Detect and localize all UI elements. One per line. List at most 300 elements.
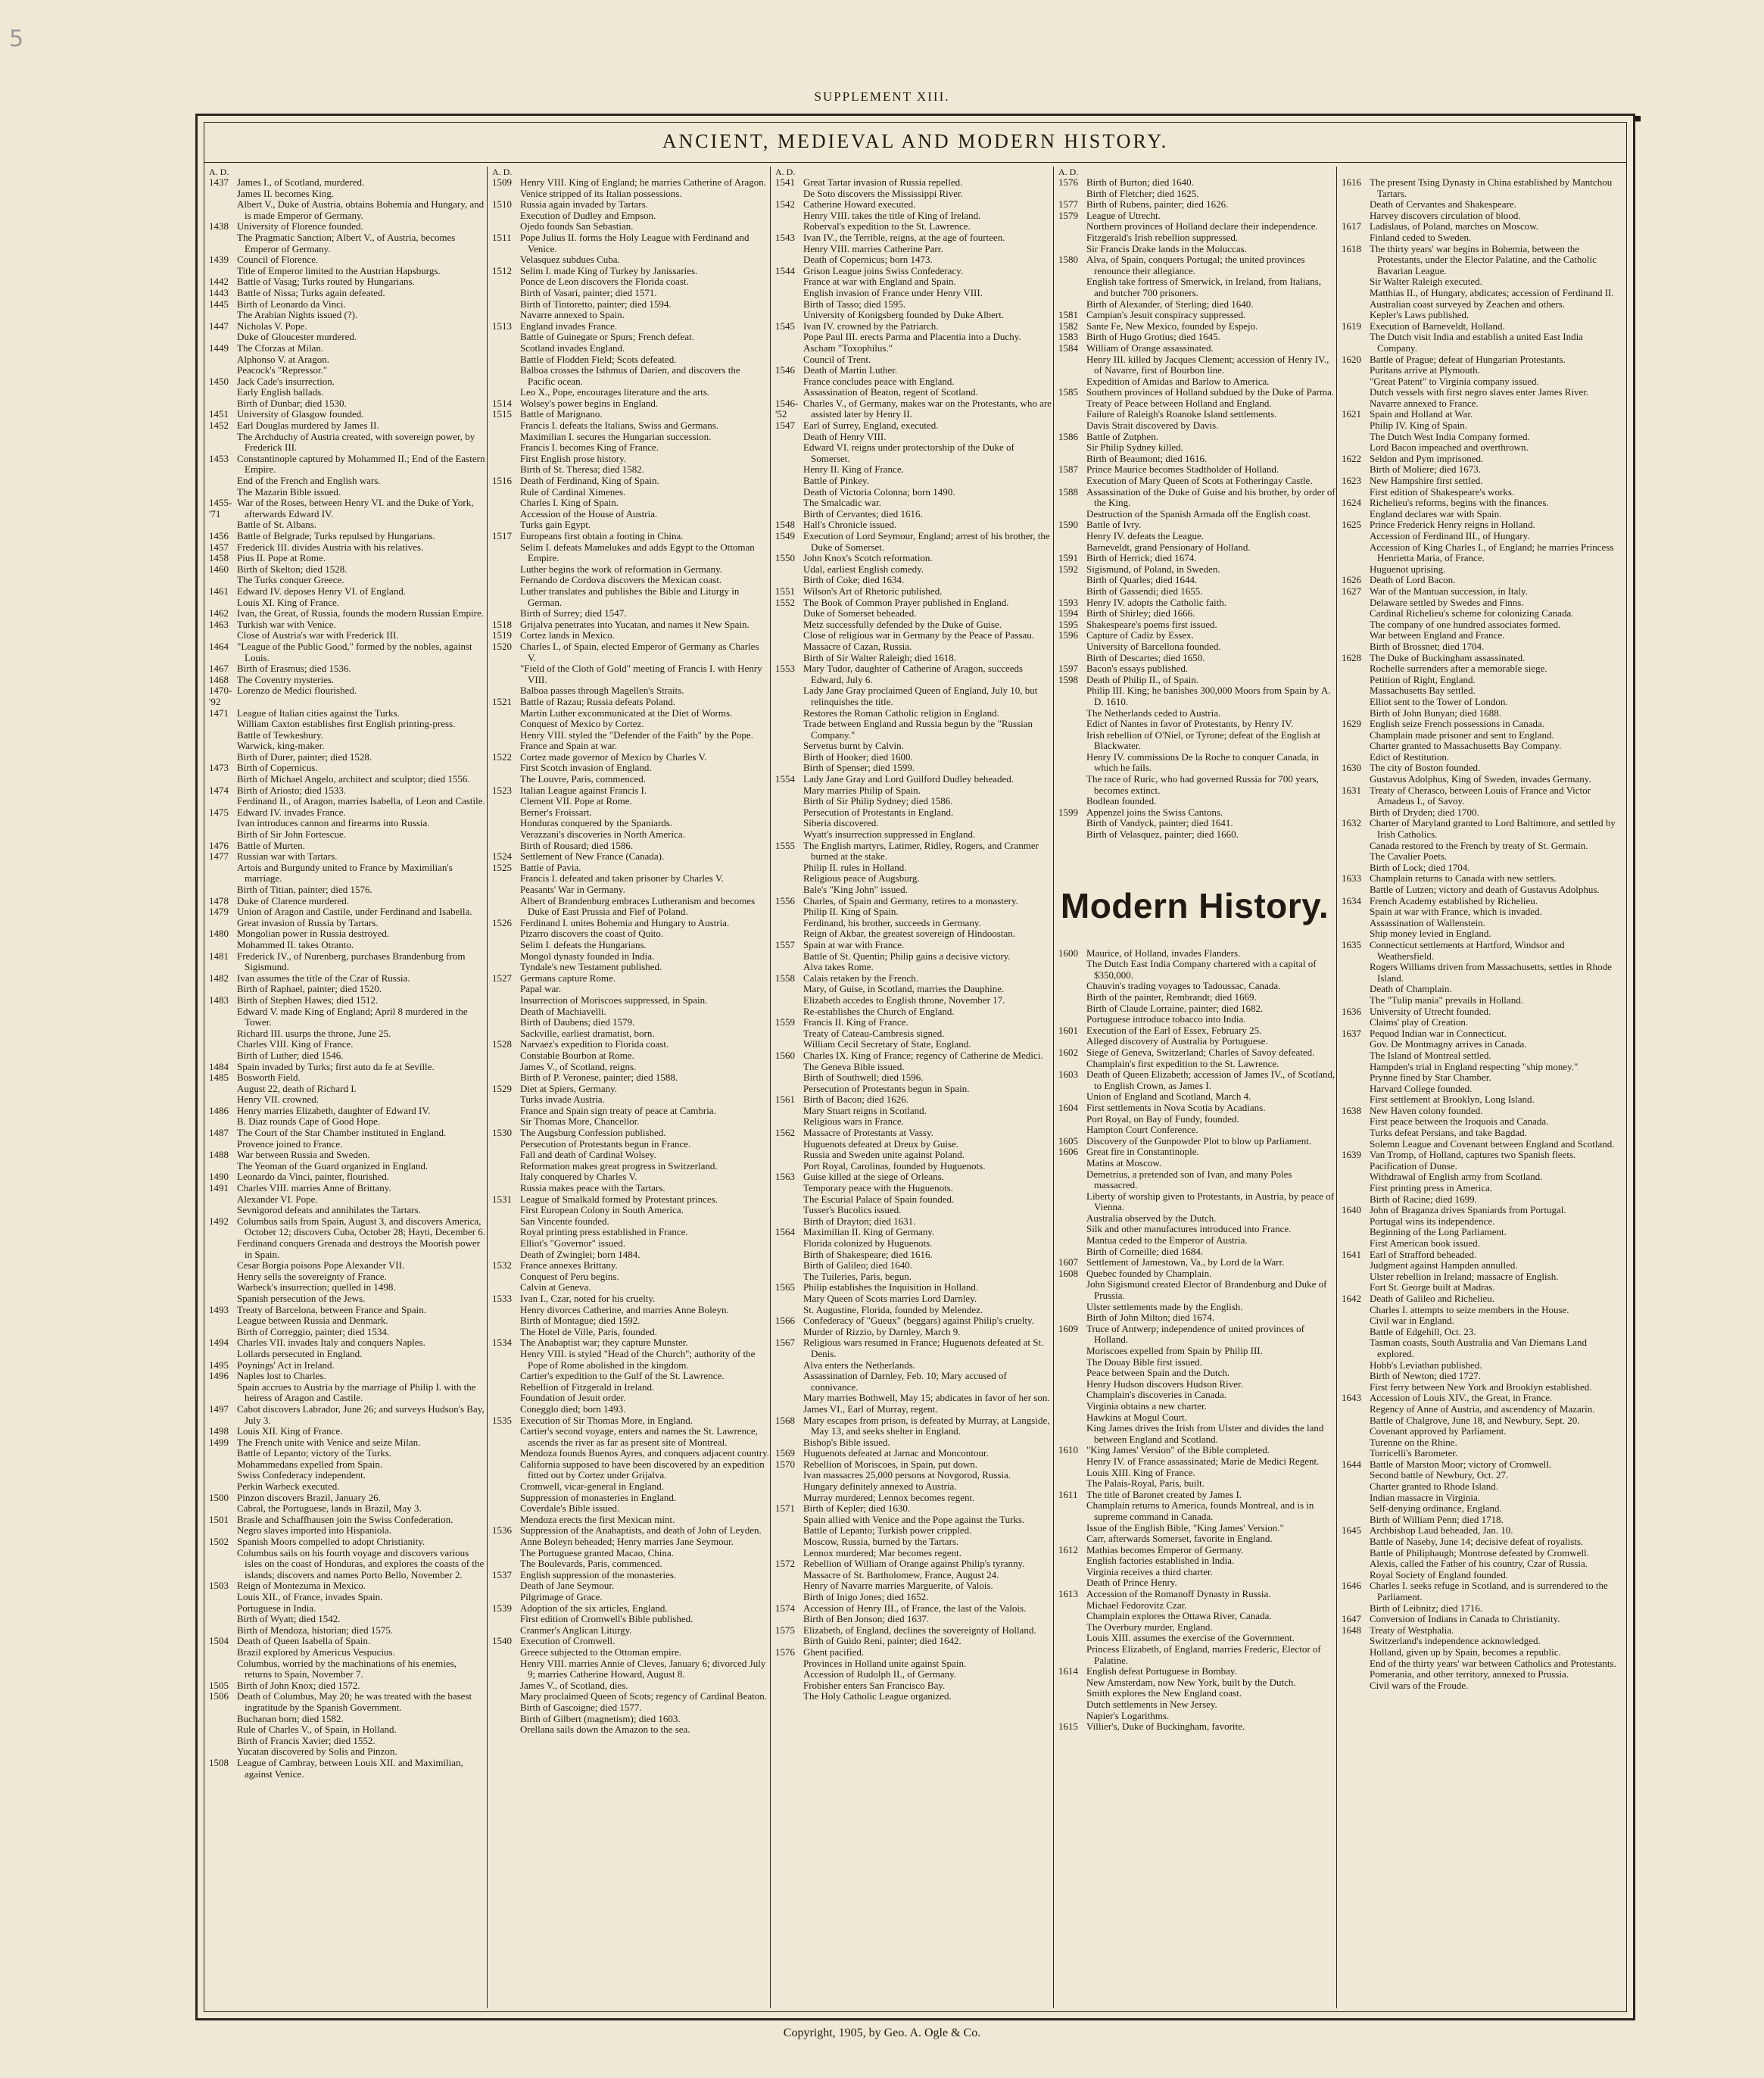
entry-text: Council of Florence. <box>237 254 319 266</box>
history-entry <box>1337 1216 1617 1228</box>
entry-year <box>1337 1094 1367 1106</box>
history-entry <box>771 885 1052 896</box>
history-entry <box>1337 464 1617 476</box>
entry-text: Champlain returns to Canada with new settlers. <box>1370 872 1557 885</box>
entry-year <box>771 564 801 576</box>
entry-text: Birth of Tintoretto, painter; died 1594. <box>520 298 672 310</box>
entry-text: Birth of Wyatt; died 1542. <box>237 1613 341 1625</box>
entry-text: Mary Tudor, daughter of Catherine of Aragon, succeeds Edward, July 6. <box>803 663 1024 685</box>
entry-year <box>1337 1116 1367 1128</box>
entry-year: 1520 <box>492 640 512 652</box>
entry-year <box>1337 442 1367 454</box>
entry-year <box>771 1293 801 1305</box>
history-entry <box>488 1337 769 1349</box>
history-entry <box>488 1205 769 1216</box>
entry-year <box>771 829 801 841</box>
entry-text: Louis XIII. assumes the exercise of the Government. <box>1086 1632 1295 1644</box>
entry-year <box>204 1481 235 1493</box>
entry-text: England declares war with Spain. <box>1370 507 1502 520</box>
entry-year: 1633 <box>1342 872 1361 885</box>
entry-text: Birth of William Penn; died 1718. <box>1370 1513 1504 1525</box>
entry-year <box>771 951 801 963</box>
entry-text: Petition of Right, England. <box>1370 673 1476 685</box>
history-entry <box>204 1216 486 1238</box>
history-entry <box>771 564 1052 576</box>
entry-year <box>204 829 235 841</box>
history-entry <box>771 1172 1052 1183</box>
entry-text: Luther translates and publishes the Bible and Liturgy in German. <box>520 585 740 608</box>
entry-year: 1594 <box>1058 607 1078 619</box>
entry-text: Lord Bacon impeached and overthrown. <box>1370 441 1529 454</box>
entry-year: 1460 <box>209 563 229 575</box>
entry-text: Treaty of Cherasco, between Louis of France and Victor Amadeus I., of Savoy. <box>1370 784 1591 807</box>
entry-year: 1476 <box>209 839 229 851</box>
entry-year <box>771 619 801 631</box>
entry-text: Wilson's Art of Rhetoric published. <box>803 585 943 597</box>
history-entry <box>204 719 486 730</box>
entry-text: Duke of Somerset beheaded. <box>803 607 917 619</box>
entry-year <box>771 1371 801 1393</box>
entry-year <box>771 1680 801 1692</box>
history-entry <box>204 1050 486 1062</box>
entry-year <box>1337 1172 1367 1183</box>
entry-year: 1497 <box>209 1402 229 1415</box>
history-entry <box>204 1315 486 1327</box>
history-entry <box>1337 1094 1617 1106</box>
entry-year <box>1337 1050 1367 1062</box>
history-entry <box>1337 1172 1617 1183</box>
history-entry <box>1337 1293 1617 1305</box>
entry-text: The Hotel de Ville, Paris, founded. <box>520 1325 657 1337</box>
history-entry <box>488 940 769 951</box>
entry-year <box>204 863 235 885</box>
history-entry <box>771 1161 1052 1172</box>
entry-year <box>1337 299 1367 310</box>
history-entry <box>771 719 1052 741</box>
history-entry <box>1054 1346 1335 1357</box>
entry-year: 1452 <box>209 420 229 432</box>
entry-text: Ferdinand I. unites Bohemia and Hungary to Austria. <box>520 916 730 928</box>
history-entry <box>1054 630 1335 641</box>
entry-year <box>1337 685 1367 697</box>
history-entry <box>771 1558 1052 1570</box>
entry-text: Restores the Roman Catholic religion in England. <box>803 707 999 719</box>
history-entry <box>1337 1525 1617 1537</box>
entry-year <box>488 221 518 232</box>
entry-year <box>1054 1478 1084 1490</box>
entry-year <box>1054 1500 1084 1522</box>
entry-year <box>488 1503 518 1515</box>
history-entry <box>771 1216 1052 1228</box>
entry-text: Battle of Marignano. <box>520 408 603 420</box>
history-entry <box>488 177 769 189</box>
entry-year <box>771 276 801 288</box>
entry-year: 1581 <box>1058 309 1078 321</box>
history-entry <box>1337 1305 1617 1316</box>
entry-year <box>1054 992 1084 1003</box>
history-entry <box>204 310 486 321</box>
history-entry <box>771 1537 1052 1548</box>
entry-year <box>771 487 801 498</box>
history-entry <box>204 1039 486 1050</box>
copyright-notice: Copyright, 1905, by Geo. A. Ogle & Co. <box>783 2027 981 2039</box>
entry-text: Liberty of worship given to Protestants, in Austria, by peace of Vienna. <box>1086 1190 1335 1213</box>
entry-year: 1546-'52 <box>775 397 799 420</box>
history-entry <box>771 1525 1052 1537</box>
entry-text: Massacre of Protestants at Vassy. <box>803 1127 933 1139</box>
entry-text: Spain and Holland at War. <box>1370 408 1473 420</box>
entry-year: 1626 <box>1342 574 1361 586</box>
entry-year <box>1054 1169 1084 1191</box>
entry-year: 1636 <box>1342 1005 1361 1017</box>
entry-year: 1605 <box>1058 1134 1078 1147</box>
history-entry <box>204 896 486 907</box>
entry-year <box>204 1006 235 1028</box>
entry-text: The Palais-Royal, Paris, built. <box>1086 1477 1205 1490</box>
entry-text: Prynne fined by Star Chamber. <box>1370 1072 1491 1084</box>
entry-text: Birth of Kepler; died 1630. <box>803 1502 911 1515</box>
entry-year: 1518 <box>492 618 512 630</box>
entry-year <box>1337 1537 1367 1548</box>
entry-text: Battle of Naseby, June 14; decisive defeat of royalists. <box>1370 1536 1584 1548</box>
entry-year <box>1337 1238 1367 1250</box>
entry-text: Edict of Restitution. <box>1370 750 1450 763</box>
history-entry <box>1337 906 1617 918</box>
entry-year <box>771 288 801 299</box>
entry-year <box>488 818 518 829</box>
entry-year <box>1054 1468 1084 1479</box>
entry-text: Ulster rebellion in Ireland; massacre of English. <box>1370 1270 1559 1282</box>
entry-year <box>488 276 518 288</box>
entry-year: 1486 <box>209 1104 229 1116</box>
entry-text: Birth of Stephen Hawes; died 1512. <box>237 994 379 1006</box>
entry-year: 1644 <box>1342 1458 1361 1470</box>
entry-text: Philip establishes the Inquisition in Holland. <box>803 1281 979 1293</box>
entry-year: 1505 <box>209 1679 229 1691</box>
entry-text: Birth of Francis Xavier; died 1552. <box>237 1734 376 1746</box>
history-entry <box>488 708 769 719</box>
entry-text: Mathias becomes Emperor of Germany. <box>1086 1543 1244 1555</box>
entry-year: 1618 <box>1342 242 1361 254</box>
entry-year: 1625 <box>1342 519 1361 531</box>
history-entry <box>1337 763 1617 774</box>
history-entry <box>1054 564 1335 576</box>
entry-text: Birth of Durer, painter; died 1528. <box>237 750 372 763</box>
entry-year <box>488 1515 518 1526</box>
entry-year: 1461 <box>209 585 229 597</box>
entry-year: 1528 <box>492 1038 512 1050</box>
entry-text: Discovery of the Gunpowder Plot to blow up Parliament. <box>1086 1134 1312 1147</box>
entry-year <box>488 498 518 509</box>
entry-text: Louis XII., of France, invades Spain. <box>237 1591 383 1602</box>
entry-text: Settlement of Jamestown, Va., by Lord de la Warr. <box>1086 1256 1285 1268</box>
entry-year <box>1054 1059 1084 1070</box>
entry-year: 1523 <box>492 784 512 796</box>
history-entry <box>204 906 486 918</box>
entry-text: Cortez lands in Mexico. <box>520 629 615 641</box>
history-entry <box>204 763 486 774</box>
entry-text: Treaty of Peace between Holland and England. <box>1086 397 1272 409</box>
entry-text: Verazzani's discoveries in North America. <box>520 828 685 841</box>
entry-year <box>488 928 518 940</box>
history-entry <box>204 928 486 940</box>
entry-year <box>771 785 801 797</box>
entry-year <box>1054 1246 1084 1258</box>
entry-year <box>204 1459 235 1471</box>
entry-year: 1468 <box>209 673 229 685</box>
entry-text: Rochelle surrenders after a memorable siege. <box>1370 663 1547 675</box>
history-entry <box>1054 1456 1335 1468</box>
entry-text: Battle of Pavia. <box>520 861 581 873</box>
entry-text: Southern provinces of Holland subdued by the Duke of Parma. <box>1086 386 1335 398</box>
history-entry <box>1054 1114 1335 1125</box>
entry-year <box>204 774 235 785</box>
history-entry <box>204 1106 486 1117</box>
entry-text: Provence joined to France. <box>237 1137 343 1150</box>
history-entry <box>771 177 1052 189</box>
entry-year <box>488 1647 518 1658</box>
entry-year <box>771 1238 801 1250</box>
history-entry <box>1337 221 1617 232</box>
entry-year <box>1054 1555 1084 1567</box>
entry-year: 1622 <box>1342 452 1361 464</box>
entry-year: 1561 <box>775 1094 795 1106</box>
history-entry <box>1337 1006 1617 1018</box>
entry-year <box>1337 1647 1367 1658</box>
history-entry <box>1337 1382 1617 1393</box>
entry-year <box>1054 189 1084 200</box>
entry-year <box>771 254 801 266</box>
entry-text: The Archduchy of Austria created, with sovereign power, by Frederick III. <box>237 430 475 454</box>
history-entry <box>204 1493 486 1504</box>
entry-year <box>771 1062 801 1073</box>
entry-year: 1516 <box>492 475 512 487</box>
entry-text: Spain at war with France, which is invaded. <box>1370 906 1542 918</box>
entry-text: Battle of Prague; defeat of Hungarian Protestants. <box>1370 353 1566 365</box>
history-entry <box>204 1194 486 1206</box>
entry-year: 1513 <box>492 320 512 332</box>
history-entry <box>771 199 1052 211</box>
entry-year: 1567 <box>775 1337 795 1349</box>
entry-text: The Smalcadic war. <box>803 497 881 509</box>
history-entry <box>488 321 769 332</box>
entry-year: 1643 <box>1342 1392 1361 1404</box>
entry-year <box>488 1017 518 1028</box>
entry-text: Ferdinand II., of Aragon, marries Isabella, of Leon and Castile. <box>237 795 485 807</box>
history-entry <box>1337 1084 1617 1095</box>
entry-text: Catherine Howard executed. <box>803 198 916 211</box>
entry-year <box>1054 244 1084 255</box>
entry-text: University of Barcellona founded. <box>1086 640 1221 652</box>
entry-text: Earl of Surrey, England, executed. <box>803 420 939 432</box>
entry-year <box>771 1106 801 1117</box>
entry-text: Mendoza erects the first Mexican mint. <box>520 1513 675 1525</box>
entry-text: Selim I. defeats the Hungarians. <box>520 938 647 950</box>
entry-year <box>204 1327 235 1338</box>
entry-year <box>204 885 235 896</box>
entry-year: 1588 <box>1058 485 1078 498</box>
entry-year: 1629 <box>1342 718 1361 730</box>
history-entry <box>488 343 769 354</box>
entry-year <box>488 719 518 730</box>
entry-year <box>771 299 801 310</box>
entry-text: Ascham "Toxophilus." <box>803 342 893 354</box>
history-entry <box>771 464 1052 476</box>
entry-text: Battle of Edgehill, Oct. 23. <box>1370 1325 1476 1337</box>
history-entry <box>1337 1238 1617 1250</box>
entry-year: 1493 <box>209 1303 229 1315</box>
history-entry <box>1337 1282 1617 1293</box>
history-entry <box>1054 432 1335 443</box>
history-entry <box>1054 1047 1335 1059</box>
entry-text: Pope Julius II. forms the Holy League with Ferdinand and Venice. <box>520 231 750 254</box>
entry-text: Fitzgerald's Irish rebellion suppressed. <box>1086 231 1239 243</box>
history-entry <box>771 432 1052 443</box>
entry-text: Henry VIII. takes the title of King of Ireland. <box>803 209 981 221</box>
entry-text: Champlain's discoveries in Canada. <box>1086 1389 1227 1401</box>
entry-text: The Dutch West India Company formed. <box>1370 430 1530 442</box>
entry-year <box>1337 918 1367 929</box>
entry-text: Anne Boleyn beheaded; Henry marries Jane Seymour. <box>520 1536 734 1548</box>
history-entry <box>204 1525 486 1537</box>
history-entry <box>771 321 1052 332</box>
entry-year: 1602 <box>1058 1046 1078 1058</box>
history-entry <box>204 1238 486 1260</box>
entry-text: The Dutch East India Company chartered with a capital of $350,000. <box>1086 958 1317 981</box>
entry-year <box>204 1238 235 1260</box>
history-entry <box>1337 586 1617 598</box>
history-entry <box>1054 1589 1335 1600</box>
history-entry <box>1337 1470 1617 1481</box>
entry-text: Germans capture Rome. <box>520 972 616 984</box>
entry-text: Philip II. King of Spain. <box>803 906 899 918</box>
entry-year <box>204 984 235 995</box>
history-entry <box>771 1094 1052 1106</box>
history-entry <box>1337 1072 1617 1084</box>
history-entry <box>488 1194 769 1206</box>
entry-year <box>1337 420 1367 432</box>
entry-text: Murray murdered; Lennox becomes regent. <box>803 1491 975 1503</box>
history-entry <box>1054 586 1335 598</box>
entry-text: Battle of Nissa; Turks again defeated. <box>237 286 385 298</box>
history-entry <box>1054 675 1335 686</box>
entry-text: Death of Victoria Colonna; born 1490. <box>803 485 955 498</box>
entry-year <box>204 1039 235 1050</box>
entry-text: Birth of Michael Angelo, architect and sculptor; died 1556. <box>237 773 470 785</box>
entry-year <box>204 1714 235 1725</box>
entry-year <box>771 1592 801 1603</box>
entry-year: 1642 <box>1342 1292 1361 1304</box>
entry-year <box>1054 708 1084 719</box>
entry-year: 1580 <box>1058 254 1078 266</box>
entry-year <box>488 1558 518 1570</box>
history-entry <box>1337 1426 1617 1437</box>
entry-year: 1473 <box>209 762 229 774</box>
entry-year: 1536 <box>492 1524 512 1537</box>
entry-text: Constantinople captured by Mohammed II.; End of the Eastern Empire. <box>237 452 485 476</box>
history-entry <box>488 928 769 940</box>
entry-text: "Great Patent" to Virginia company issued. <box>1370 375 1539 387</box>
entry-year <box>488 1658 518 1680</box>
entry-year: 1640 <box>1342 1204 1361 1216</box>
entry-year: 1499 <box>209 1436 229 1448</box>
entry-text: The Tuileries, Paris, begun. <box>803 1270 912 1282</box>
history-entry <box>1337 1459 1617 1471</box>
entry-year: 1575 <box>775 1624 795 1636</box>
history-entry <box>204 454 486 476</box>
entry-text: Florida colonized by Huguenots. <box>803 1237 933 1249</box>
entry-text: First peace between the Iroquois and Canada. <box>1370 1115 1549 1128</box>
history-entry <box>1337 598 1617 609</box>
history-entry <box>1337 1062 1617 1073</box>
entry-year <box>771 498 801 509</box>
history-entry <box>488 332 769 343</box>
history-entry <box>204 1337 486 1349</box>
history-entry <box>204 951 486 973</box>
entry-text: Italian League against Francis I. <box>520 784 647 796</box>
history-entry <box>488 1315 769 1327</box>
history-entry <box>1054 1468 1335 1479</box>
entry-text: Francis I. defeats the Italians, Swiss and Germans. <box>520 420 719 432</box>
entry-text: Ladislaus, of Poland, marches on Moscow. <box>1370 220 1539 232</box>
history-entry <box>488 1382 769 1393</box>
entry-year: 1535 <box>492 1414 512 1426</box>
entry-year: 1541 <box>775 176 795 188</box>
entry-year <box>1337 1183 1367 1194</box>
history-entry <box>771 221 1052 232</box>
history-entry <box>771 1282 1052 1293</box>
history-entry <box>204 564 486 576</box>
entry-text: Death of Queen Elizabeth; accession of James IV., of Scotland, to English Crown, as James I. <box>1086 1069 1335 1091</box>
entry-year <box>488 1315 518 1327</box>
history-entry <box>771 1393 1052 1404</box>
history-entry <box>1337 1548 1617 1559</box>
entry-text: Suppression of monasteries in England. <box>520 1491 677 1503</box>
entry-text: War of the Roses, between Henry VI. and the Duke of York, afterwards Edward IV. <box>237 497 474 520</box>
entry-year <box>771 1393 801 1404</box>
history-entry <box>204 1470 486 1481</box>
history-entry <box>488 774 769 785</box>
history-entry <box>1054 1213 1335 1225</box>
entry-year <box>204 1647 235 1658</box>
history-entry <box>488 199 769 211</box>
entry-text: Reformation makes great progress in Switzerland. <box>520 1159 718 1172</box>
entry-text: France and Spain sign treaty of peace at Cambria. <box>520 1104 716 1116</box>
entry-year <box>771 984 801 995</box>
entry-year: 1515 <box>492 408 512 420</box>
entry-text: William Caxton establishes first English printing-press. <box>237 718 456 730</box>
entry-text: Re-establishes the Church of England. <box>803 1005 955 1017</box>
entry-year <box>1054 586 1084 598</box>
entry-year: 1458 <box>209 552 229 564</box>
entry-year <box>488 1404 518 1415</box>
history-entry <box>1054 1534 1335 1545</box>
entry-year <box>488 564 518 576</box>
entry-text: Turks defeat Persians, and take Bagdad. <box>1370 1127 1527 1139</box>
history-entry <box>771 641 1052 653</box>
entry-year <box>204 575 235 586</box>
entry-text: End of the French and English wars. <box>237 475 381 487</box>
entry-year: 1623 <box>1342 475 1361 487</box>
entry-year: 1526 <box>492 916 512 928</box>
entry-year <box>1054 276 1084 298</box>
entry-text: Balboa passes through Magellen's Straits. <box>520 685 684 697</box>
history-entry <box>1337 1371 1617 1382</box>
entry-text: Leonardo da Vinci, painter, flourished. <box>237 1171 389 1183</box>
entry-year <box>1337 509 1367 520</box>
entry-year <box>488 1116 518 1128</box>
entry-year: 1533 <box>492 1292 512 1304</box>
